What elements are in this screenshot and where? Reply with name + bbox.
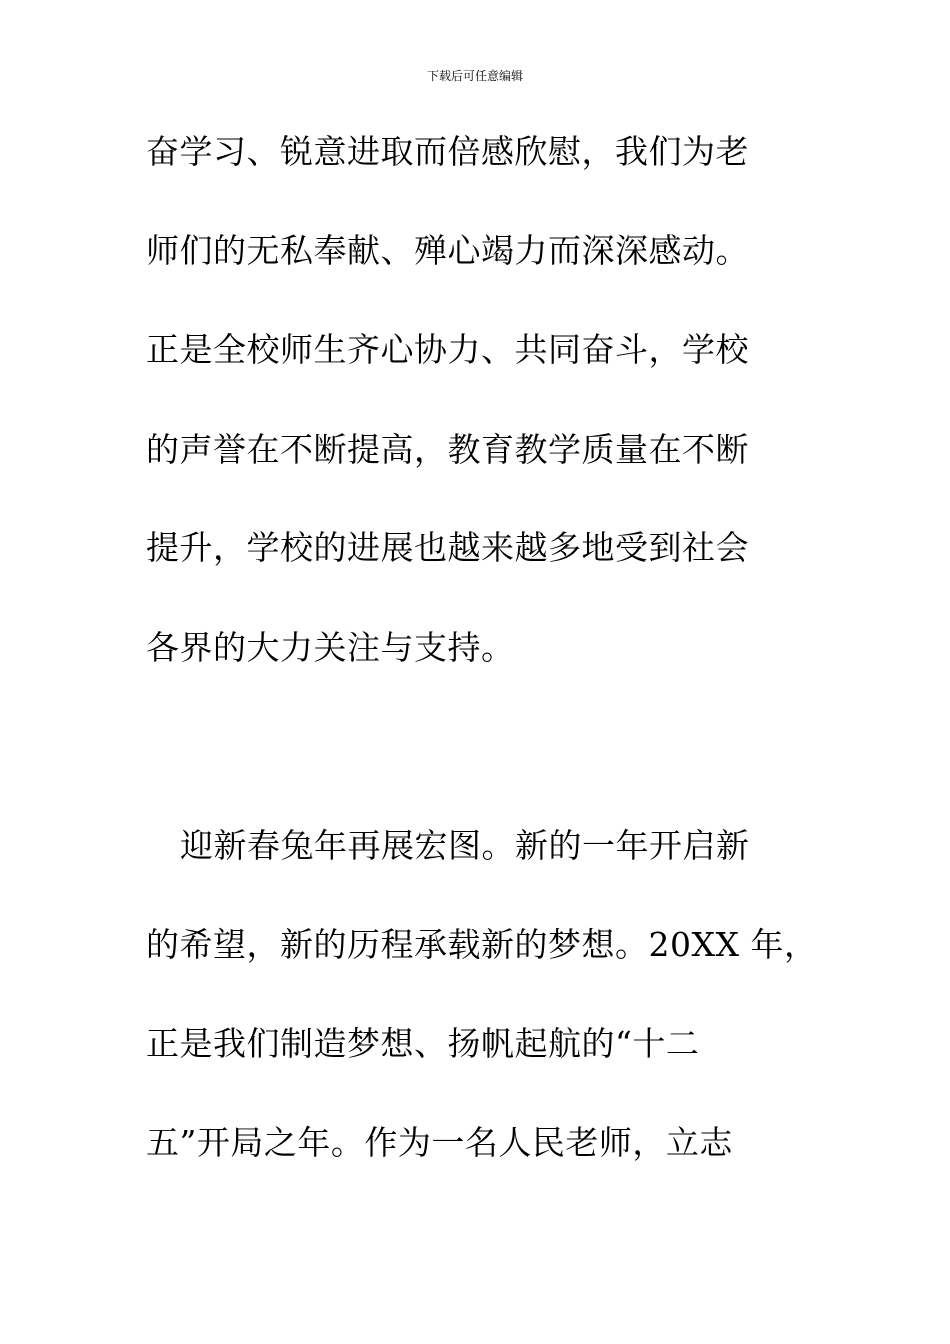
text-line: 奋学习、锐意进取而倍感欣慰，我们为老 xyxy=(146,132,749,171)
text-line: 五”开局之年。作为一名人民老师，立志 xyxy=(146,1123,733,1162)
text-line: 的声誉在不断提高，教育教学质量在不断 xyxy=(146,430,749,469)
text-line: 迎新春兔年再展宏图。新的一年开启新 xyxy=(180,826,750,865)
text-line: 各界的大力关注与支持。 xyxy=(146,628,515,667)
text-line: 正是全校师生齐心协力、共同奋斗，学校 xyxy=(146,330,749,369)
text-line: 的希望，新的历程承载新的梦想。20XX 年， xyxy=(146,925,818,964)
page-header: 下载后可任意编辑 xyxy=(426,69,523,83)
text-line: 提升，学校的进展也越来越多地受到社会 xyxy=(146,528,749,567)
text-line: 师们的无私奉献、殚心竭力而深深感动。 xyxy=(146,231,749,270)
text-line: 正是我们制造梦想、扬帆起航的“十二 xyxy=(146,1024,700,1063)
